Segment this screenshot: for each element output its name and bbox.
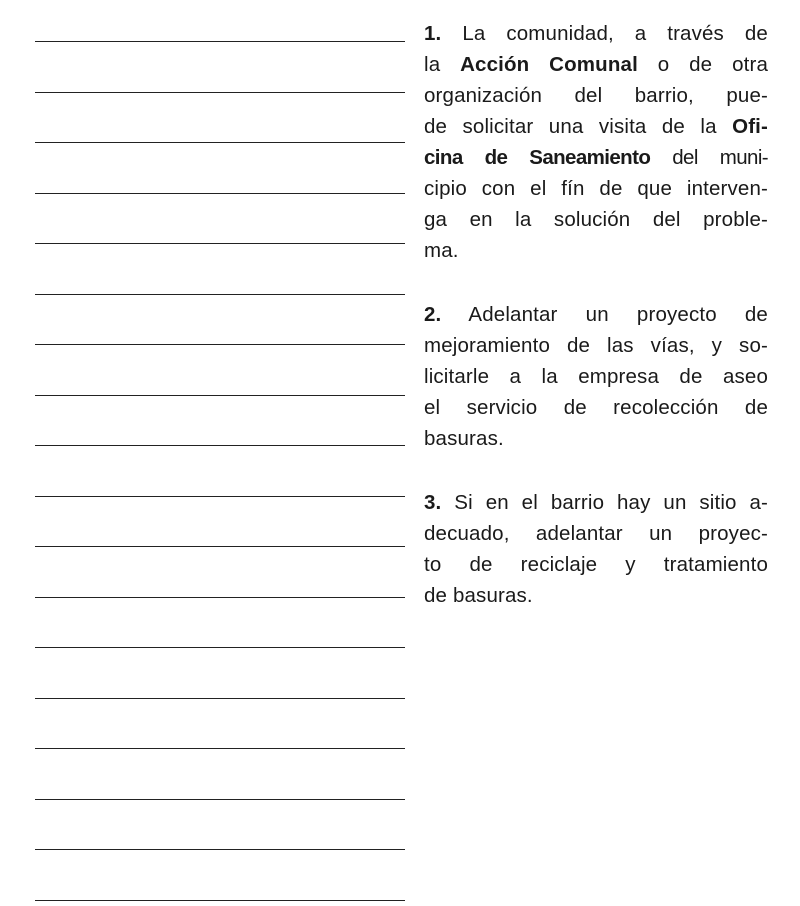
text-line xyxy=(424,204,768,235)
text-segment: cipio con el fín de que interven- xyxy=(424,177,768,200)
writing-line[interactable] xyxy=(35,698,405,699)
numbered-paragraph-3 xyxy=(424,487,768,611)
writing-line[interactable] xyxy=(35,597,405,598)
bold-term: cina de Saneamiento xyxy=(424,146,651,169)
writing-line[interactable] xyxy=(35,243,405,244)
text-segment: o de otra xyxy=(637,53,768,76)
text-line xyxy=(424,80,768,111)
text-line xyxy=(424,330,768,361)
text-segment: basuras. xyxy=(424,427,504,450)
text-segment: de basuras. xyxy=(424,584,533,607)
text-segment: ga en la solución del proble- xyxy=(424,208,768,231)
text-line xyxy=(424,299,768,330)
text-line xyxy=(424,49,768,80)
writing-line[interactable] xyxy=(35,294,405,295)
writing-line[interactable] xyxy=(35,193,405,194)
numbered-paragraph-2 xyxy=(424,299,768,454)
text-line xyxy=(424,487,768,518)
text-segment: del muni- xyxy=(650,146,769,169)
text-line xyxy=(424,361,768,392)
text-line xyxy=(424,518,768,549)
writing-line[interactable] xyxy=(35,849,405,850)
paragraph-number: 2. xyxy=(424,303,442,326)
paragraph-number: 3. xyxy=(424,491,442,514)
writing-line[interactable] xyxy=(35,41,405,42)
bold-term: Acción Comunal xyxy=(460,53,638,76)
writing-line[interactable] xyxy=(35,395,405,396)
writing-line[interactable] xyxy=(35,647,405,648)
text-line xyxy=(424,111,768,142)
text-segment: La comunidad, a través de xyxy=(462,22,768,45)
text-line xyxy=(424,142,768,173)
text-segment: organización del barrio, pue- xyxy=(424,84,768,107)
writing-line[interactable] xyxy=(35,445,405,446)
writing-line[interactable] xyxy=(35,92,405,93)
text-segment: Adelantar un proyecto de xyxy=(468,303,768,326)
text-line xyxy=(424,580,768,611)
paragraph-number: 1. xyxy=(424,22,442,45)
text-line xyxy=(424,18,768,49)
text-line xyxy=(424,549,768,580)
writing-line[interactable] xyxy=(35,142,405,143)
text-segment: la xyxy=(424,53,461,76)
text-segment: ma. xyxy=(424,239,459,262)
writing-line[interactable] xyxy=(35,748,405,749)
bold-term: Ofi- xyxy=(732,115,768,138)
numbered-paragraph-1 xyxy=(424,18,768,266)
text-segment: decuado, adelantar un proyec- xyxy=(424,522,768,545)
writing-line[interactable] xyxy=(35,900,405,901)
text-column xyxy=(424,18,768,644)
text-segment: el servicio de recolección de xyxy=(424,396,768,419)
text-segment: licitarle a la empresa de aseo xyxy=(424,365,768,388)
text-segment: Si en el barrio hay un sitio a- xyxy=(454,491,768,514)
text-segment: de solicitar una visita de la xyxy=(424,115,733,138)
text-segment: to de reciclaje y tratamiento xyxy=(424,553,768,576)
text-line xyxy=(424,235,768,266)
writing-line[interactable] xyxy=(35,546,405,547)
writing-line[interactable] xyxy=(35,799,405,800)
text-line xyxy=(424,173,768,204)
text-line xyxy=(424,423,768,454)
writing-line[interactable] xyxy=(35,344,405,345)
text-segment: mejoramiento de las vías, y so- xyxy=(424,334,768,357)
writing-line[interactable] xyxy=(35,496,405,497)
text-line xyxy=(424,392,768,423)
